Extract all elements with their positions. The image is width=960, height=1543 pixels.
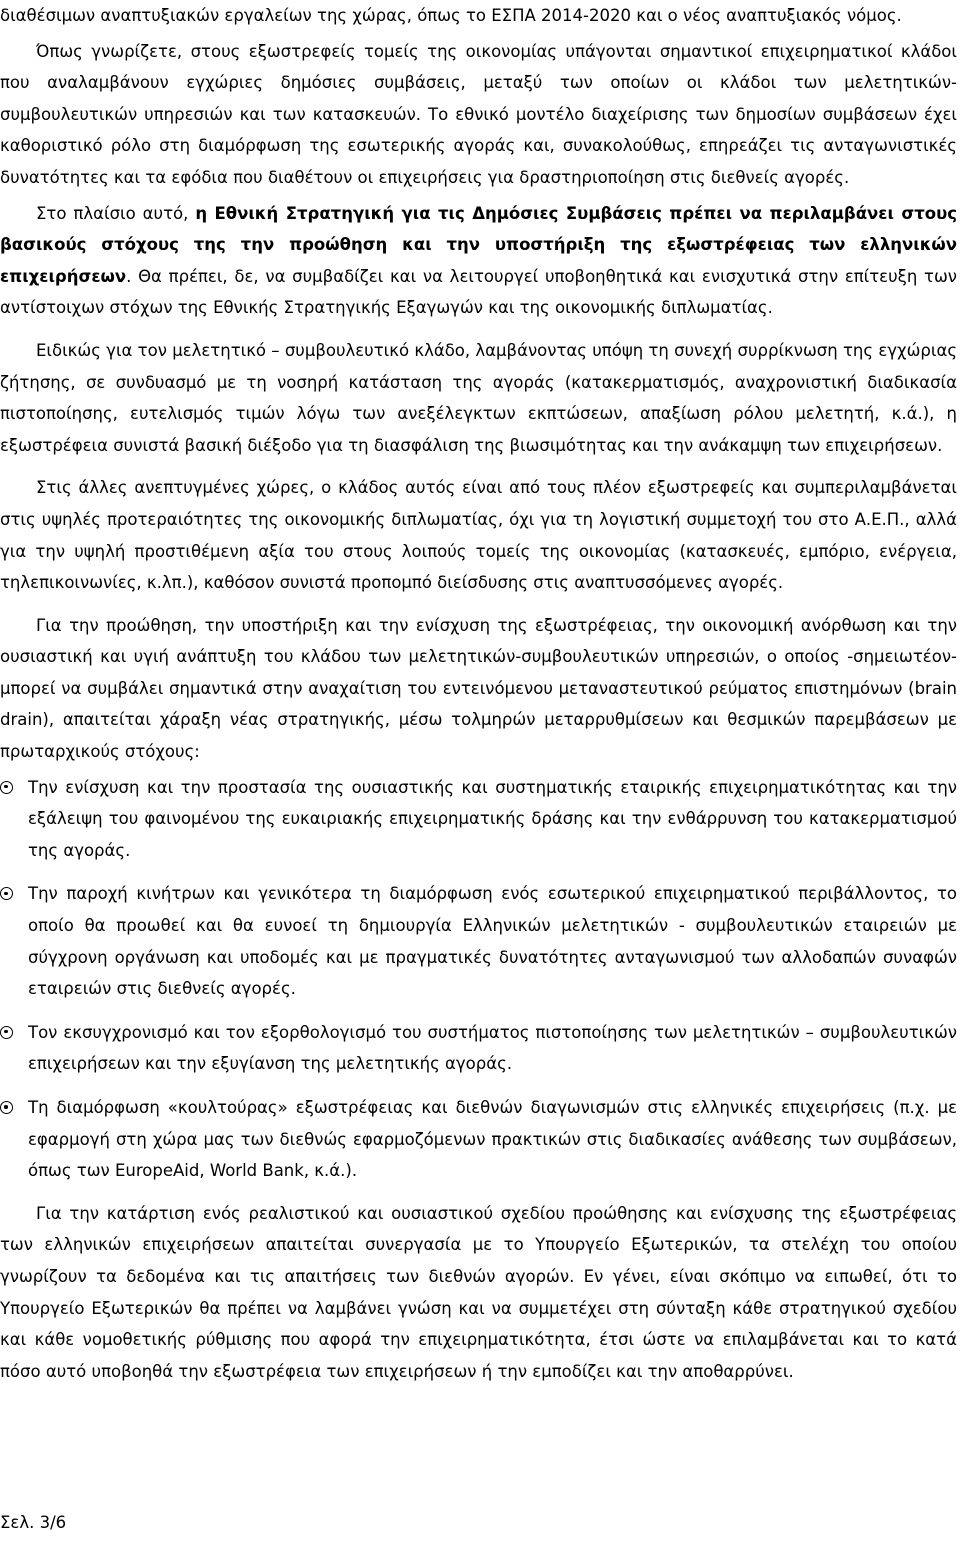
paragraph-promotion-goals: Για την προώθηση, την υποστήριξη και την ενίσχυση της εξωστρέφειας, την οικονομική ανόρθωση και την ουσιαστική και υγιή ανάπτυξη του κλάδου των μελετητικών-συμβουλευτικών υπηρεσιών, ο οποίος -σημειωτέον- μπορεί να συμβάλει σημαντικά στην αναχαίτιση του εντεινόμενου μεταναστευτικού ρεύματος επιστημόνων (brain drain), απαιτείται χάραξη νέας στρατηγικής, μέσω τολμηρών μεταρρυθμίσεων και θεσμικών παρεμβάσεων με πρωταρχικούς στόχους: — [0, 615, 957, 762]
list-item — [0, 878, 957, 1004]
paragraph-foreign-ministry: Για την κατάρτιση ενός ρεαλιστικού και ουσιαστικού σχεδίου προώθησης και ενίσχυσης της εξωστρέφειας των ελληνικών επιχειρήσεων απαιτείται συνεργασία με το Υπουργείο Εξωτερικών, τα στελέχη του οποίου γνωρίζουν τα δεδομένα και τις απαιτήσεις των διεθνών αγορών. Εν γένει, είναι σκόπιμο να ειπωθεί, ότι το Υπουργείο Εξωτερικών θα πρέπει να λαμβάνει γνώση και να συμμετέχει στη σύνταξη κάθε στρατηγικού σχεδίου και κάθε νομοθετικής ρύθμισης που αφορά την επιχειρηματικότητα, έτσι ώστε να επιλαμβάνεται και το κατά πόσο αυτό υποβοηθά την εξωστρέφεια των επιχειρήσεων ή την εμποδίζει και την αποθαρρύνει. — [0, 1203, 957, 1381]
paragraph-developed-countries: Στις άλλες ανεπτυγμένες χώρες, ο κλάδος αυτός είναι από τους πλέον εξωστρεφείς και συμπεριλαμβάνεται στις υψηλές προτεραιότητες της οικονομικής διπλωματίας, όχι για τη λογιστική συμμετοχή του στο Α.Ε.Π., αλλά για την υψηλή προστιθέμενη αξία του στους λοιπούς τομείς της οικονομίας (κατασκευές, εμπόριο, ενέργεια, τηλεπικοινωνίες, κ.λπ.), καθόσον συνιστά προπομπό διείσδυσης στις αναπτυσσόμενες αγορές. — [0, 478, 957, 593]
intro-continuation: διαθέσιμων αναπτυξιακών εργαλείων της χώρας, όπως το ΕΣΠΑ 2014-2020 και ο νέος αναπτυξιακός νόμος. — [0, 6, 902, 25]
circle-dot-icon — [0, 1026, 13, 1039]
paragraph-consulting-sector: Ειδικώς για τον μελετητικό – συμβουλευτικό κλάδο, λαμβάνοντας υπόψη τη συνεχή συρρίκνωση της εγχώριας ζήτησης, σε συνδυασμό με τη νοσηρή κατάσταση της αγοράς (κατακερματισμός, αναχρονιστική διαδικασία πιστοποίησης, ευτελισμός τιμών λόγω των ανεξέλεγκτων εκπτώσεων, απαξίωση ρόλου μελετητή, κ.ά.), η εξωστρέφεια συνιστά βασική διέξοδο για τη διασφάλιση της βιωσιμότητας και την ανάκαμψη των επιχειρήσεων. — [0, 340, 957, 455]
strategy-bold-text: η Εθνική Στρατηγική για τις Δημόσιες Συμβάσεις πρέπει να περιλαμβάνει στους βασικούς στόχους της την προώθηση και την υποστήριξη της εξωστρέφειας των ελληνικών επιχειρήσεων — [0, 203, 958, 286]
strategy-rest-text: . Θα πρέπει, δε, να συμβαδίζει και να λειτουργεί υποβοηθητικά και ενισχυτικά στην επίτευξη των αντίστοιχων στόχων της Εθνικής Στρατηγικής Εξαγωγών και της οικονομικής διπλωματίας. — [0, 266, 957, 318]
goals-bullet-list — [0, 772, 957, 1187]
circle-dot-icon — [0, 781, 13, 794]
bullet-text: Τη διαμόρφωση «κουλτούρας» εξωστρέφειας και διεθνών διαγωνισμών στις ελληνικές επιχειρήσεις (π.χ. με εφαρμογή στη χώρα μας των διεθνώς εφαρμοζόμενων πρακτικών στις διαδικασίες ανάθεσης των συμβάσεων, όπως των EuropeAid, World Bank, κ.ά.). — [28, 1098, 957, 1181]
circle-dot-icon — [0, 887, 13, 900]
list-item — [0, 772, 957, 867]
page-number: Σελ. 3/6 — [0, 1513, 67, 1532]
bullet-text: Τον εκσυγχρονισμό και τον εξορθολογισμό του συστήματος πιστοποίησης των μελετητικών – συμβουλευτικών επιχειρήσεων και την εξυγίανση της μελετητικής αγοράς. — [28, 1022, 957, 1074]
bullet-text: Την ενίσχυση και την προστασία της ουσιαστικής και συστηματικής εταιρικής επιχειρηματικότητας και την εξάλειψη του φαινομένου της ευκαιριακής επιχειρηματικής δράσης και την ενθάρρυνση του κατακερματισμού της αγοράς. — [28, 777, 957, 860]
paragraph-export-sectors: Όπως γνωρίζετε, στους εξωστρεφείς τομείς της οικονομίας υπάγονται σημαντικοί επιχειρηματικοί κλάδοι που αναλαμβάνουν εγχώριες δημόσιες συμβάσεις, μεταξύ των οποίων οι κλάδοι των μελετητικών-συμβουλευτικών υπηρεσιών και των κατασκευών. Το εθνικό μοντέλο διαχείρισης των δημοσίων συμβάσεων έχει καθοριστικό ρόλο στη διαμόρφωση της εσωτερικής αγοράς και, συνακολούθως, επηρεάζει τις ανταγωνιστικές δυνατότητες και τα εφόδια που διαθέτουν οι επιχειρήσεις για δραστηριοποίηση στις διεθνείς αγορές. — [0, 41, 957, 187]
bullet-text: Την παροχή κινήτρων και γενικότερα τη διαμόρφωση ενός εσωτερικού επιχειρηματικού περιβάλλοντος, το οποίο θα προωθεί και θα ευνοεί τη δημιουργία Ελληνικών μελετητικών - συμβουλευτικών εταιρειών με σύγχρονη οργάνωση και υποδομές και με πραγματικές δυνατότητες ανταγωνισμού των αλλοδαπών συναφών εταιρειών στις διεθνείς αγορές. — [28, 884, 957, 999]
list-item — [0, 1017, 957, 1080]
list-item — [0, 1092, 957, 1187]
strategy-lead-text: Στο πλαίσιο αυτό, — [36, 203, 196, 223]
circle-dot-icon — [0, 1101, 13, 1114]
paragraph-national-strategy — [0, 198, 957, 324]
